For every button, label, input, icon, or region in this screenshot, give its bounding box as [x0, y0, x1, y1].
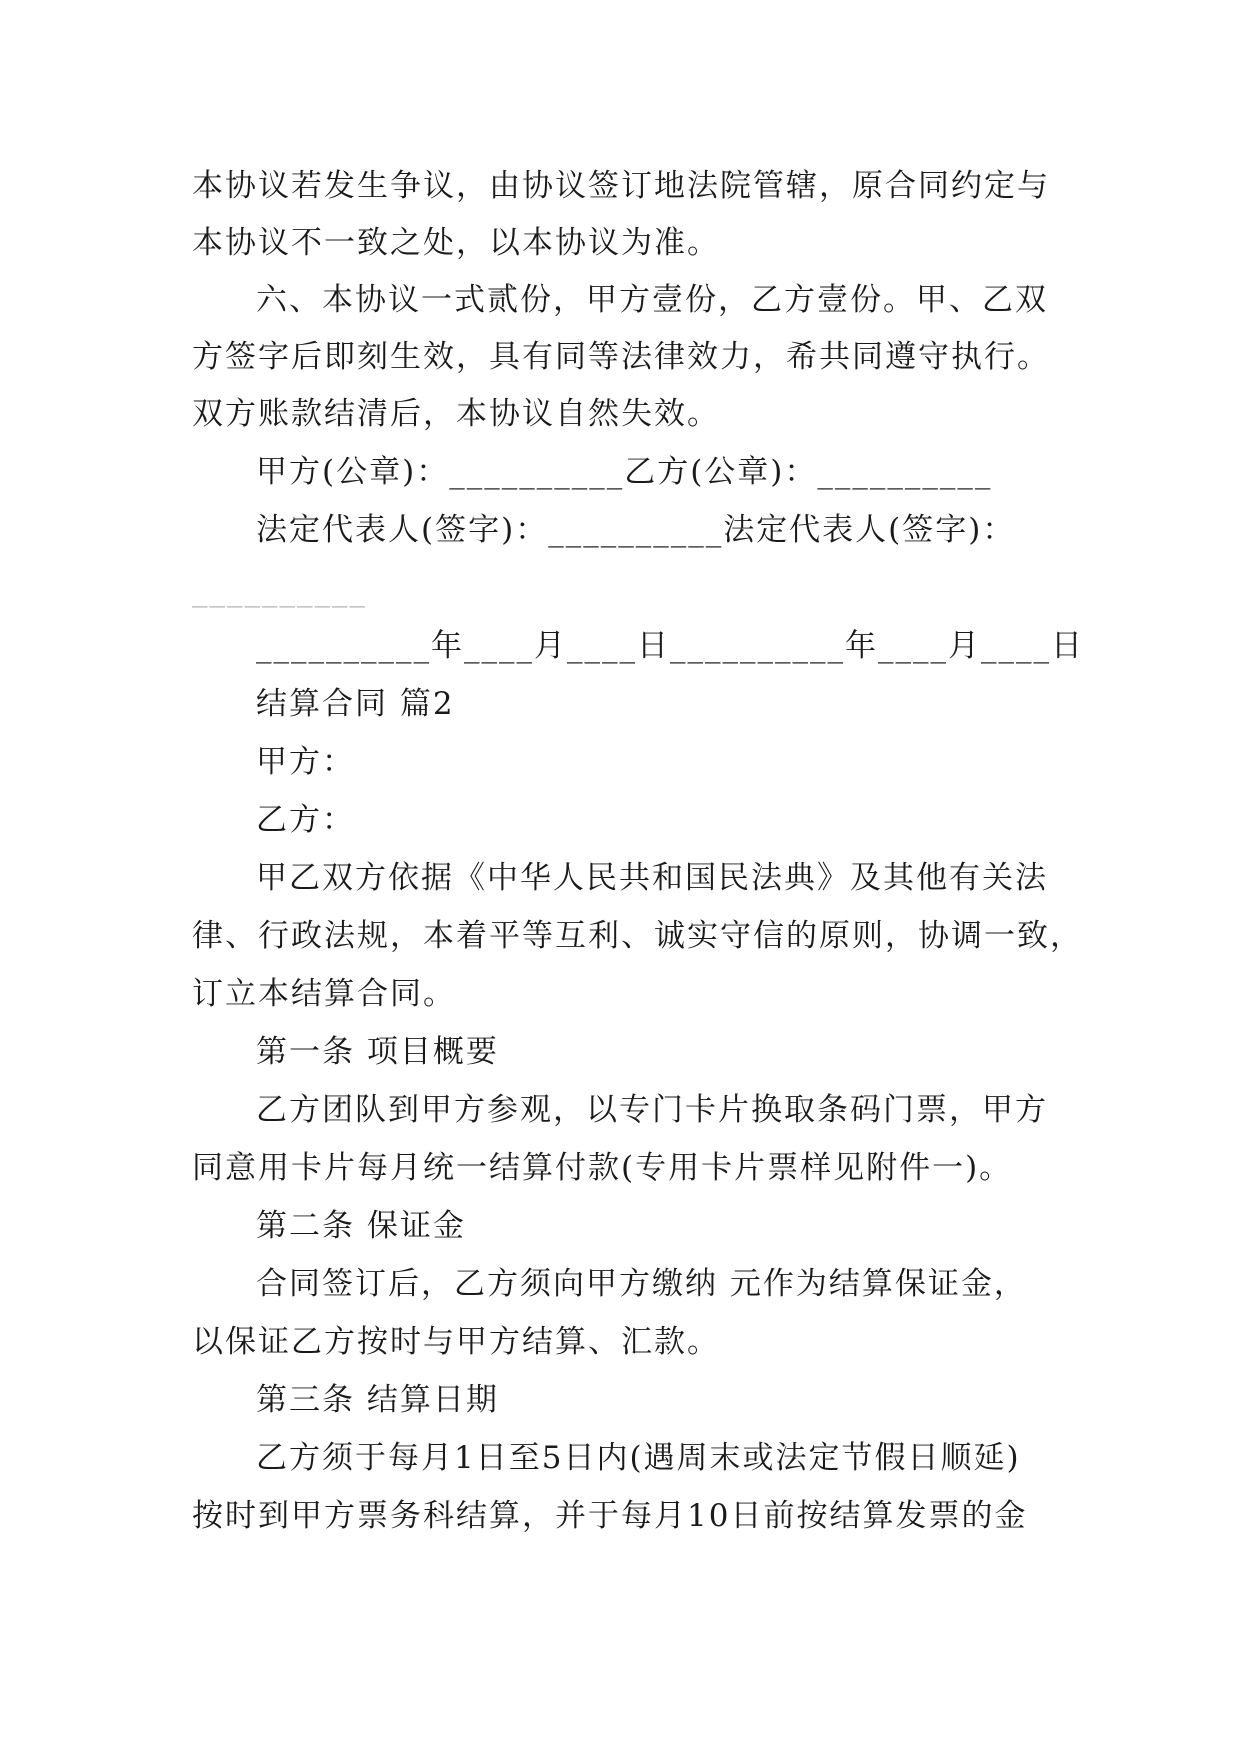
text-line: 本协议若发生争议，由协议签订地法院管辖，原合同约定与: [192, 168, 1050, 204]
text-line: 同意用卡片每月统一结算付款(专用卡片票样见附件一)。: [192, 1150, 1013, 1186]
text-line: 六、本协议一式贰份，甲方壹份，乙方壹份。甲、乙双: [256, 282, 1048, 318]
text-line: 双方账款结清后，本协议自然失效。: [192, 396, 720, 432]
date-line: __________年____月____日__________年____月____日: [256, 628, 1084, 664]
article-heading: 第二条 保证金: [256, 1208, 466, 1244]
text-line: 乙方团队到甲方参观，以专门卡片换取条码门票，甲方: [256, 1092, 1048, 1128]
signature-line-seal: 甲方(公章)：__________乙方(公章)：__________: [256, 454, 993, 490]
text-line: 方签字后即刻生效，具有同等法律效力，希共同遵守执行。: [192, 339, 1050, 375]
article-heading: 第三条 结算日期: [256, 1382, 499, 1418]
text-line: 本协议不一致之处，以本协议为准。: [192, 225, 720, 261]
text-line: 订立本结算合同。: [192, 976, 456, 1012]
section-title: 结算合同 篇2: [256, 686, 455, 722]
text-line: 乙方须于每月1日至5日内(遇周末或法定节假日顺延): [256, 1440, 1021, 1476]
text-line: 按时到甲方票务科结算，并于每月10日前按结算发票的金: [192, 1498, 1028, 1534]
text-line: 以保证乙方按时与甲方结算、汇款。: [192, 1324, 720, 1360]
party-b-label: 乙方：: [256, 802, 355, 838]
text-line: 甲乙双方依据《中华人民共和国民法典》及其他有关法: [256, 860, 1048, 896]
text-line: 合同签订后，乙方须向甲方缴纳 元作为结算保证金，: [256, 1266, 1027, 1302]
party-a-label: 甲方：: [256, 744, 355, 780]
text-line: 律、行政法规，本着平等互利、诚实守信的原则，协调一致，: [192, 918, 1083, 954]
signature-line-representative: 法定代表人(签字)：__________法定代表人(签字)：: [256, 512, 1016, 548]
article-heading: 第一条 项目概要: [256, 1034, 499, 1070]
signature-blank: __________: [192, 572, 367, 608]
